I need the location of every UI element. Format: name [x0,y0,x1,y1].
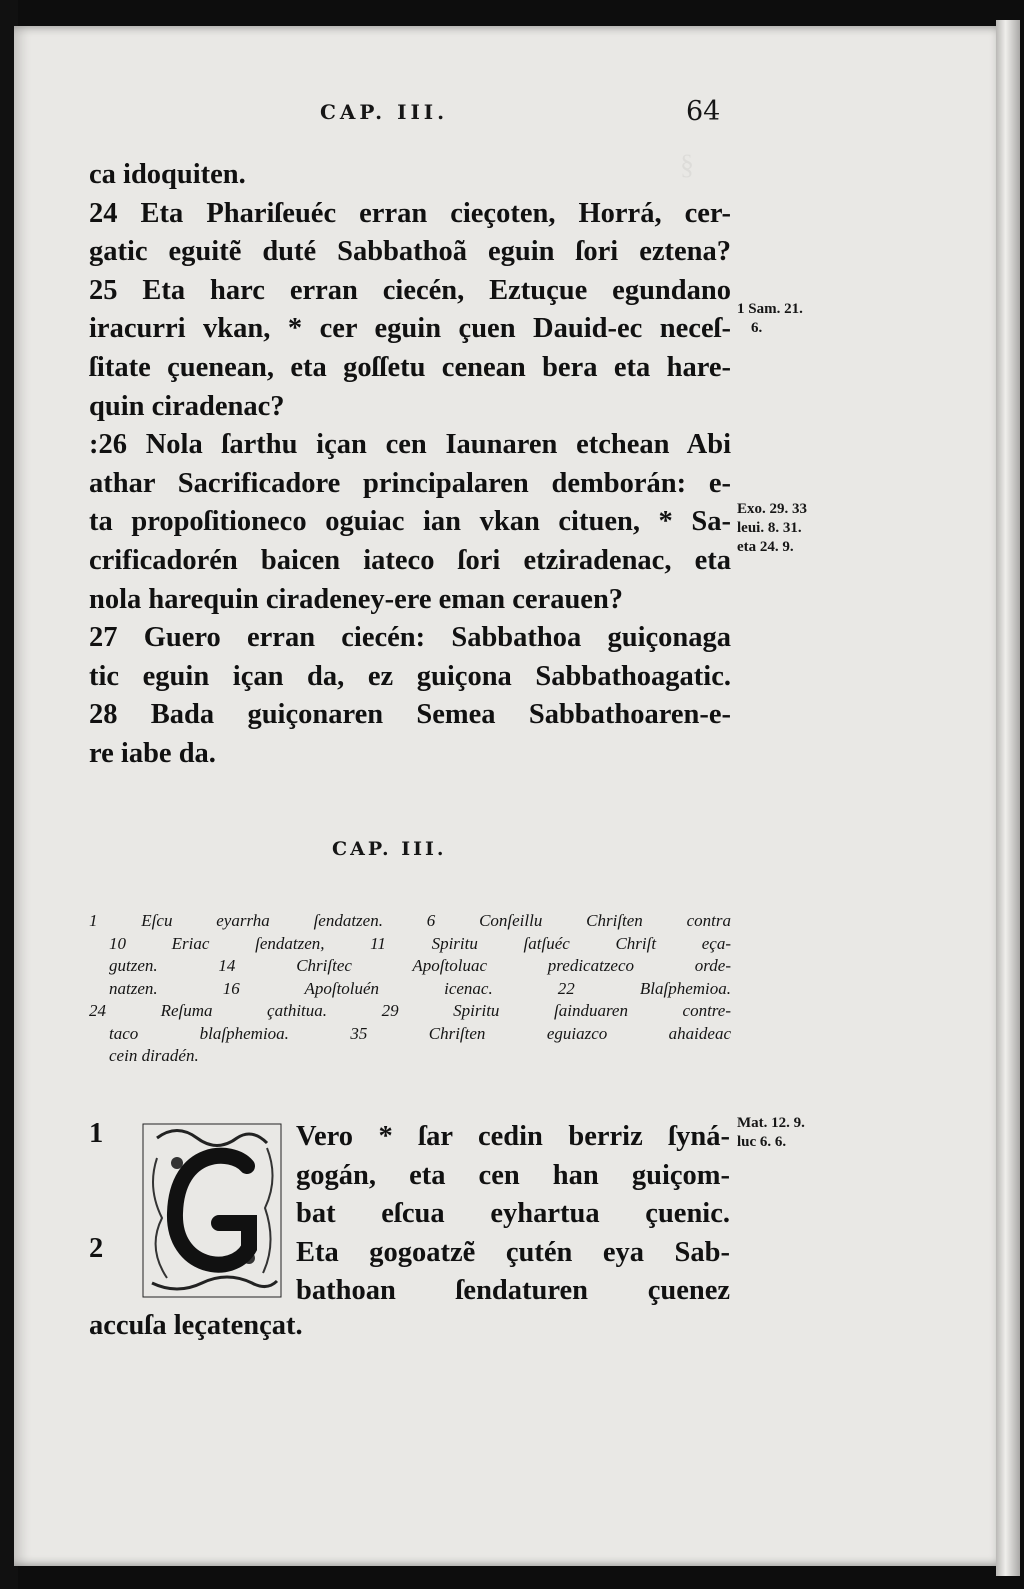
text-line: bat eſcua eyhartua çuenic. [296,1198,730,1230]
verse-number: 1 [89,1118,104,1149]
text-line: crificadorén baicen iateco ſori etziradenac, eta [89,544,731,576]
main-text-block [89,156,731,774]
chapter-summary [89,910,731,1068]
margin-reference-line: eta 24. 9. [737,539,794,555]
text-line: 24 Eta Phariſeuéc erran cieçoten, Horrá, cer- [89,197,731,229]
margin-reference-line: leui. 8. 31. [737,520,802,536]
text-line: Vero * ſar cedin berriz ſyná- [296,1121,730,1152]
text-line: nola harequin ciradeney-ere eman cerauen? [89,583,624,615]
text-line: ta propoſitioneco oguiac ian vkan cituen, * Sa- [89,506,731,538]
text-line: bathoan ſendaturen çuenez [296,1275,730,1307]
margin-reference-line: 6. [751,320,763,336]
margin-reference-line: luc 6. 6. [737,1134,787,1150]
page-header-title: CAP. III. [320,100,449,124]
margin-reference-line: Exo. 29. 33 [737,501,808,517]
margin-reference [737,1114,867,1152]
margin-reference [737,300,867,338]
summary-line: 10 Eriac ſendatzen, 11 Spiritu ſatſuéc Chriſt eça- [109,933,731,953]
summary-line: gutzen. 14 Chriſtec Apoſtoluac predicatzeco orde- [109,956,731,975]
chapter-heading: CAP. III. [332,838,447,860]
text-line: ca idoquiten. [89,159,246,190]
summary-line: natzen. 16 Apoſtoluén icenac. 22 Blaſphemioa. [109,978,731,998]
text-line: accuſa leçatençat. [89,1310,303,1341]
margin-reference-line: Mat. 12. 9. [737,1115,805,1131]
text-line: :26 Nola ſarthu içan cen Iaunaren etchean Abi [89,429,731,461]
page-number: 64 [686,96,721,127]
text-line: 27 Guero erran ciecén: Sabbathoa guiçonaga [89,622,731,654]
margin-reference [737,500,867,557]
summary-line: taco blaſphemioa. 35 Chriſten eguiazco ahaideac [109,1023,731,1043]
text-line: re iabe da. [89,737,216,769]
decorated-initial-icon [137,1118,287,1303]
text-line: athar Sacrificadore principalaren demborán: e- [89,467,731,499]
summary-line: 1 Eſcu eyarrha ſendatzen. 6 Conſeillu Chriſten contra [89,911,731,930]
chapter-opening-text [296,1118,730,1311]
text-line: 25 Eta harc erran ciecén, Eztuçue egundano [89,274,731,306]
verse-number: 2 [89,1233,104,1264]
text-line: tic eguin içan da, ez guiçona Sabbathoagatic. [89,660,731,692]
bleed-through-text: § [680,150,694,181]
text-line: quin ciradenac? [89,390,285,422]
page-edge [996,20,1020,1576]
text-line: iracurri vkan, * cer eguin çuen Dauid-ec neceſ- [89,313,731,345]
text-line: gatic eguitẽ duté Sabbathoã eguin ſori eztena? [89,236,731,268]
text-line: Eta gogoatzẽ çutén eya Sab- [296,1236,730,1268]
summary-line: 24 Reſuma çathitua. 29 Spiritu ſainduaren contre- [89,1001,731,1020]
margin-reference-line: 1 Sam. 21. [737,301,803,317]
text-line: ſitate çuenean, eta goſſetu cenean bera eta hare- [89,351,731,383]
text-line: gogán, eta cen han guiçom- [296,1159,730,1191]
text-line: 28 Bada guiçonaren Semea Sabbathoaren-e- [89,699,731,731]
summary-line: cein diradén. [109,1046,199,1065]
